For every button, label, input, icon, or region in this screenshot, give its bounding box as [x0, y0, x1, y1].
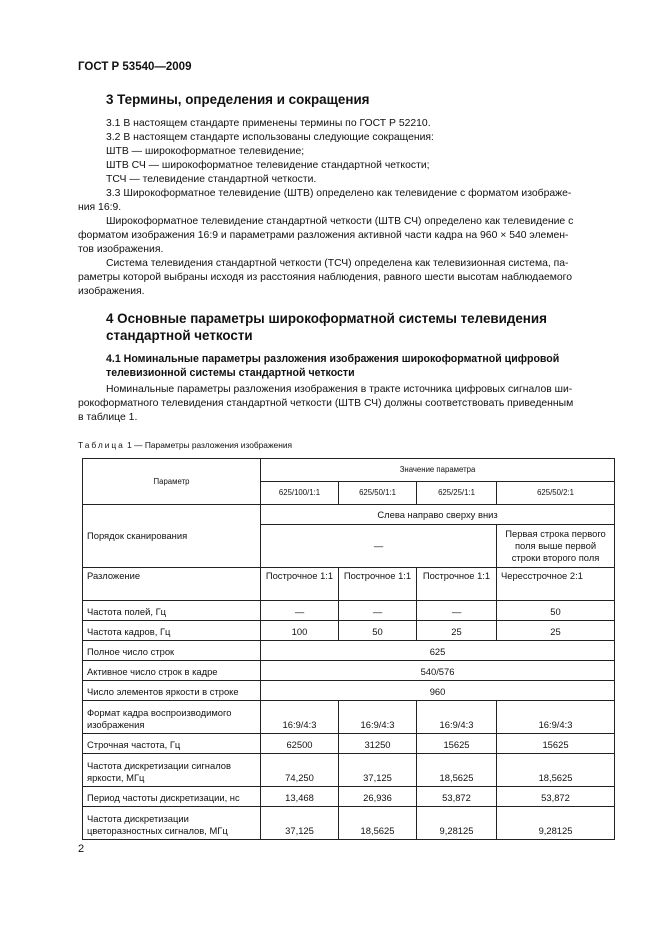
table-row — [83, 734, 615, 754]
table-row — [83, 505, 615, 525]
cell-value: Слева направо сверху вниз — [261, 505, 615, 525]
row-label: Формат кадра воспроизводимого изображения — [83, 701, 261, 734]
table-row — [83, 621, 615, 641]
cell-value: Первая строка первого поля выше первой строки второго поля — [497, 525, 615, 568]
table-row — [83, 601, 615, 621]
header-value: Значение параметра — [261, 459, 615, 482]
cell-value: 625 — [261, 641, 615, 661]
row-label: Частота полей, Гц — [83, 601, 261, 621]
cell-value: 15625 — [417, 734, 497, 754]
column-header: 625/50/2:1 — [497, 482, 615, 505]
cell-value: 100 — [261, 621, 339, 641]
section-4-title-line2: стандартной четкости — [106, 328, 253, 343]
row-label: Частота кадров, Гц — [83, 621, 261, 641]
cell-value: 16:9/4:3 — [497, 701, 615, 734]
table-row — [83, 787, 615, 807]
page-number: 2 — [78, 843, 85, 855]
cell-value: 25 — [497, 621, 615, 641]
cell-value: 50 — [339, 621, 417, 641]
cell-value: 53,872 — [417, 787, 497, 807]
table-header-row — [83, 459, 615, 482]
cell-value: 53,872 — [497, 787, 615, 807]
table-caption-text: 1 — Параметры разложения изображения — [124, 440, 293, 450]
row-label: Частота дискретизации цветоразностных сигналов, МГц — [83, 807, 261, 840]
row-label: Период частоты дискретизации, нс — [83, 787, 261, 807]
table-row — [83, 807, 615, 840]
cell-value: 540/576 — [261, 661, 615, 681]
document-header: ГОСТ Р 53540—2009 — [78, 61, 192, 73]
para-shtv-sch-line1: Широкоформатное телевидение стандартной четкости (ШТВ СЧ) определено как телевидение с — [106, 216, 574, 227]
cell-value: — — [261, 601, 339, 621]
header-parameter: Параметр — [83, 459, 261, 505]
cell-value: 15625 — [497, 734, 615, 754]
row-label: Разложение — [83, 568, 261, 601]
table-row — [83, 681, 615, 701]
abbr-shtv-sch: ШТВ СЧ — широкоформатное телевидение стандартной четкости; — [106, 160, 430, 171]
cell-value: 31250 — [339, 734, 417, 754]
table-row — [83, 701, 615, 734]
cell-value: 9,28125 — [417, 807, 497, 840]
cell-value: 18,5625 — [417, 754, 497, 787]
cell-value: 16:9/4:3 — [339, 701, 417, 734]
para-3-3-line1: 3.3 Широкоформатное телевидение (ШТВ) определено как телевидение с форматом изображе- — [106, 188, 572, 199]
column-header: 625/25/1:1 — [417, 482, 497, 505]
para-shtv-sch-line3: тов изображения. — [78, 244, 164, 255]
subsection-4-1-title — [106, 352, 601, 380]
cell-value: 13,468 — [261, 787, 339, 807]
parameters-table — [82, 458, 615, 840]
para-4-1-line2: рокоформатного телевидения стандартной четкости (ШТВ СЧ) должны соответствовать приведенным — [78, 398, 574, 409]
table-row — [83, 754, 615, 787]
cell-value: 9,28125 — [497, 807, 615, 840]
para-3-3-line2: ния 16:9. — [78, 202, 122, 213]
section-4-title-line1: 4 Основные параметры широкоформатной системы телевидения — [106, 311, 547, 326]
subsection-4-1-line2: телевизионной системы стандартной четкости — [106, 367, 355, 379]
cell-value: — — [417, 601, 497, 621]
abbr-shtv: ШТВ — широкоформатное телевидение; — [106, 146, 305, 157]
subsection-4-1-line1: 4.1 Номинальные параметры разложения изображения широкоформатной цифровой — [106, 353, 560, 365]
row-label: Полное число строк — [83, 641, 261, 661]
column-header: 625/50/1:1 — [339, 482, 417, 505]
cell-value: 74,250 — [261, 754, 339, 787]
table-row — [83, 661, 615, 681]
cell-value: Построчное 1:1 — [339, 568, 417, 601]
para-3-2: 3.2 В настоящем стандарте использованы следующие сокращения: — [106, 132, 434, 143]
cell-value: 37,125 — [339, 754, 417, 787]
cell-value: 16:9/4:3 — [417, 701, 497, 734]
para-tsch-line3: изображения. — [78, 286, 145, 297]
cell-value: 37,125 — [261, 807, 339, 840]
cell-value: 50 — [497, 601, 615, 621]
table-caption-label: Таблица — [78, 440, 125, 450]
table-caption — [78, 440, 292, 450]
cell-value: Чересстрочное 2:1 — [497, 568, 615, 601]
cell-value: Построчное 1:1 — [417, 568, 497, 601]
row-label: Активное число строк в кадре — [83, 661, 261, 681]
table-row — [83, 641, 615, 661]
para-tsch-line1: Система телевидения стандартной четкости (ТСЧ) определена как телевизионная система, па- — [106, 258, 569, 269]
cell-value: 18,5625 — [339, 807, 417, 840]
table-row — [83, 568, 615, 601]
cell-value: 25 — [417, 621, 497, 641]
para-4-1-line3: в таблице 1. — [78, 412, 138, 423]
row-label: Строчная частота, Гц — [83, 734, 261, 754]
cell-value: 16:9/4:3 — [261, 701, 339, 734]
cell-value: 62500 — [261, 734, 339, 754]
cell-value: — — [339, 601, 417, 621]
row-label: Частота дискретизации сигналов яркости, МГц — [83, 754, 261, 787]
cell-value: — — [261, 525, 497, 568]
row-label: Число элементов яркости в строке — [83, 681, 261, 701]
para-3-1: 3.1 В настоящем стандарте применены термины по ГОСТ Р 52210. — [106, 118, 431, 129]
section-4-title — [106, 310, 601, 344]
para-shtv-sch-line2: форматом изображения 16:9 и параметрами разложения активной части кадра на 960 × 540 элемен- — [78, 230, 569, 241]
para-4-1-line1: Номинальные параметры разложения изображения в тракте источника цифровых сигналов ши- — [106, 384, 573, 395]
cell-value: 960 — [261, 681, 615, 701]
row-label: Порядок сканирования — [83, 505, 261, 568]
section-3-title: 3 Термины, определения и сокращения — [106, 92, 370, 107]
column-header: 625/100/1:1 — [261, 482, 339, 505]
cell-value: 18,5625 — [497, 754, 615, 787]
cell-value: 26,936 — [339, 787, 417, 807]
cell-value: Построчное 1:1 — [261, 568, 339, 601]
abbr-tsch: ТСЧ — телевидение стандартной четкости. — [106, 174, 317, 185]
para-tsch-line2: раметры которой выбраны исходя из расстояния наблюдения, равного шести высотам наблюдаемого — [78, 272, 573, 283]
